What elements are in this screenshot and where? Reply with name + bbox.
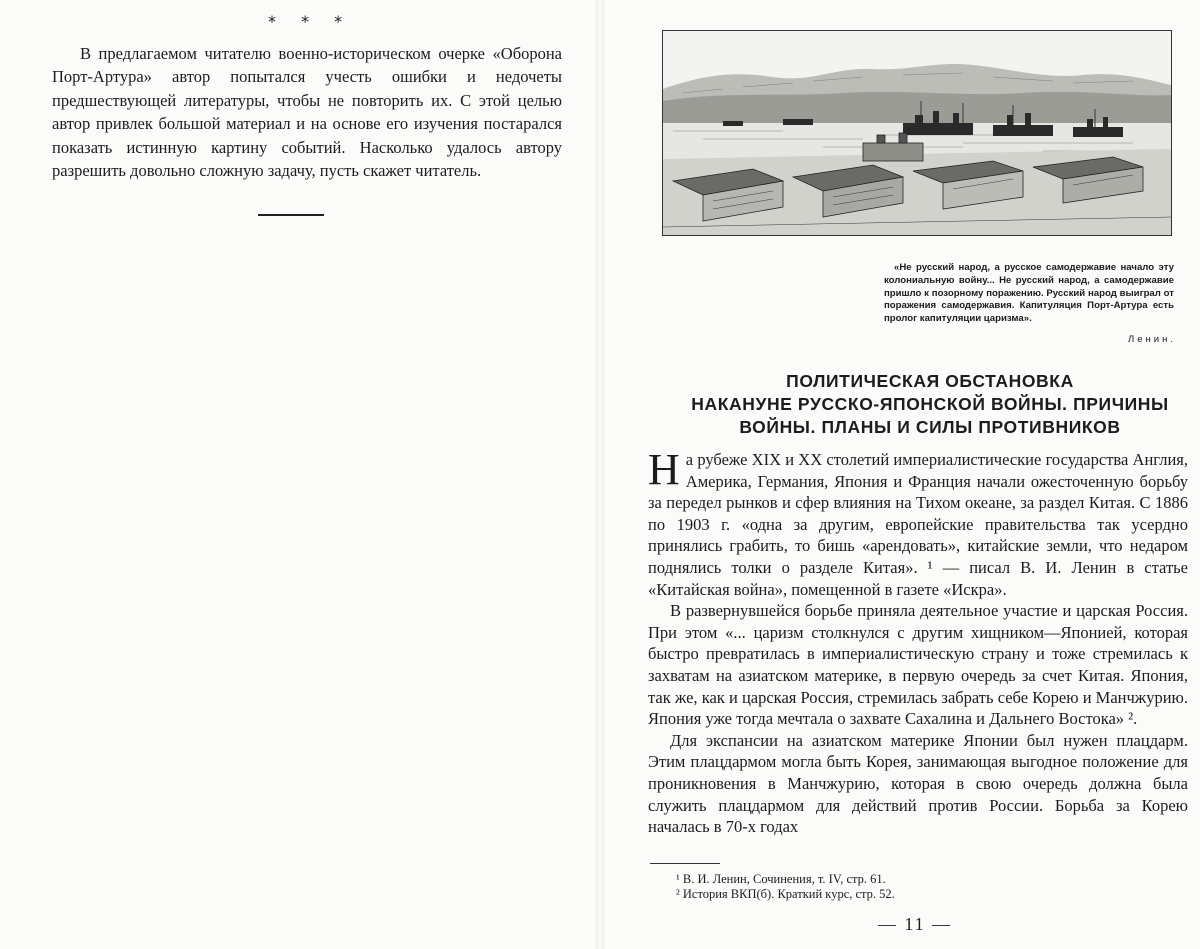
footnotes bbox=[676, 872, 1096, 902]
end-rule bbox=[258, 214, 324, 216]
body-paragraph-3: Для экспансии на азиатском материке Японии был нужен плацдарм. Этим плацдармом могла быть Корея, занимающая выгодное положение для проникновения в Манчжурию, которая в свою очередь должна была служить плацдармом для действий против России. Борьба за Корею началась в 70-х годах bbox=[648, 730, 1188, 837]
chapter-title bbox=[670, 370, 1190, 439]
body-paragraph-2: В развернувшейся борьбе приняла деятельное участие и царская Россия. При этом «... царизм столкнулся с другим хищником—Японией, которая быстро превратилась в империалистическую страну и тоже стремилась к захватам на азиатском материке, в первую очередь за счет Китая. Япония, так же, как и царская Россия, стремилась забрать себе Корею и Манчжурию. Япония уже тогда мечтала о захвате Сахалина и Дальнего Востока» ². bbox=[648, 601, 1188, 729]
footnote-1: ¹ В. И. Ленин, Сочинения, т. IV, стр. 61. bbox=[676, 872, 886, 886]
page-number: — 11 — bbox=[877, 914, 953, 934]
footnote-rule bbox=[650, 863, 720, 864]
port-arthur-harbor-engraving-icon bbox=[662, 30, 1172, 236]
footnote-2: ² История ВКП(б). Краткий курс, стр. 52. bbox=[676, 887, 895, 901]
epigraph-text: «Не русский народ, а русское самодержавие начало эту колониальную войну... Не русский народ, а самодержавие пришло к позорному поражению. Русский народ выиграл от поражения самодержавия. Капитуляция Порт-Артура есть пролог капитуляции царизма». bbox=[884, 262, 1174, 325]
chapter-title-line-3: ВОЙНЫ. ПЛАНЫ И СИЛЫ ПРОТИВНИКОВ bbox=[739, 417, 1121, 437]
body-paragraph-1-text: а рубеже XIX и XX столетий империалистические государства Англия, Америка, Германия, Япония и Франция начали ожесточенную борьбу за передел рынков и сфер влияния на Тихом океане, за раздел Китая. С 1886 по 1903 г. «одна за другим, европейские правительства так усердно принялись грабить, то бишь «арендовать», китайские земли, что недаром поднялись толки о разделе Китая». ¹ — писал В. И. Ленин в статье «Китайская война», помещенной в газете «Искра». bbox=[648, 450, 1188, 599]
section-ornament bbox=[268, 12, 352, 31]
epigraph-author: Ленин. bbox=[1128, 334, 1176, 345]
ornament-stars: * * * bbox=[268, 12, 353, 31]
chapter-title-line-1: ПОЛИТИЧЕСКАЯ ОБСТАНОВКА bbox=[786, 371, 1074, 391]
preface-block bbox=[52, 42, 562, 182]
epigraph bbox=[884, 262, 1174, 326]
chapter-body bbox=[648, 445, 1188, 838]
chapter-title-line-2: НАКАНУНЕ РУССКО-ЯПОНСКОЙ ВОЙНЫ. ПРИЧИНЫ bbox=[691, 394, 1169, 414]
body-paragraph-1 bbox=[648, 445, 1188, 600]
preface-paragraph: В предлагаемом читателю военно-историческом очерке «Оборона Порт-Артура» автор попытался учесть ошибки и недочеты предшествующей литературы, чтобы не повторить их. С этой целью автор привлек большой материал и на основе его изучения постарался показать истинную картину событий. Насколько удалось автору разрешить довольно сложную задачу, пусть скажет читатель. bbox=[52, 44, 562, 181]
drop-cap: Н bbox=[648, 445, 680, 494]
